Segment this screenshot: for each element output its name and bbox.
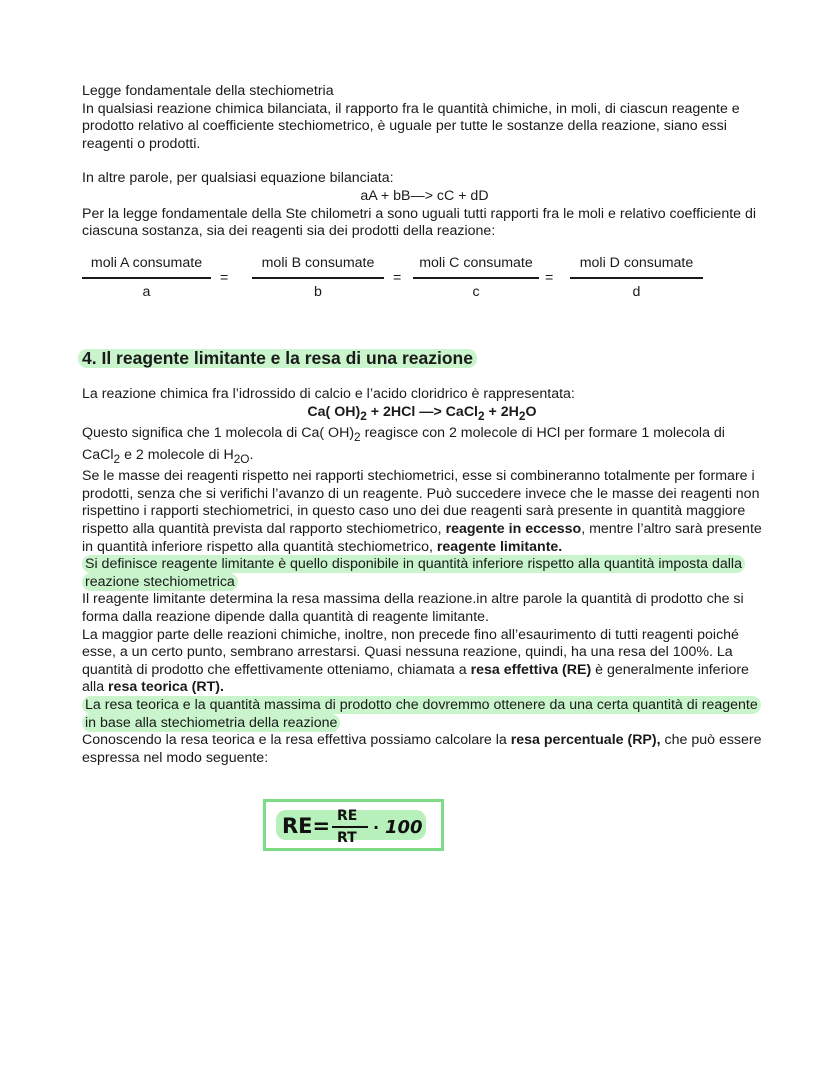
term-resa-percentuale: resa percentuale (RP),: [510, 732, 661, 749]
term-reagente-limitante: reagente limitante.: [436, 538, 563, 555]
ratio-fraction-d: [570, 255, 703, 302]
ratio-numerator: moli B consumate: [261, 254, 375, 271]
equals-sign: =: [220, 269, 229, 286]
formula-numerator: RE: [337, 808, 358, 824]
highlight-definition: [82, 556, 762, 591]
ratio-denominator: a: [142, 284, 151, 301]
ratio-fraction-a: [82, 255, 211, 302]
ratio-denominator: c: [472, 284, 480, 301]
intro-paragraph-3: Per la legge fondamentale della Ste chilometri a sono uguali tutti rapporti fra le moli e relativo coefficiente di ciascuna sostanza, sia dei reagenti sia dei prodotti della reazione:: [82, 205, 757, 240]
ratio-numerator: moli A consumate: [90, 254, 203, 271]
section-paragraph-4: Il reagente limitante determina la resa massima della reazione.in altre parole la quantità di prodotto che si forma dalla reazione dipende dalla quantità di reagente limitante.: [82, 591, 744, 625]
fraction-bar: [82, 277, 211, 279]
formula-fraction-bar: [332, 826, 368, 828]
fraction-bar: [252, 277, 384, 279]
handwritten-formula-box: [263, 799, 444, 851]
highlight-resa-teorica: [82, 697, 762, 732]
ratio-fraction-b: [252, 255, 384, 302]
ratio-numerator: moli C consumate: [419, 254, 533, 271]
general-equation: aA + bB—> cC + dD: [360, 187, 489, 204]
fraction-bar: [413, 277, 539, 279]
formula-multiply-dot: ·: [373, 818, 380, 837]
ratio-denominator: d: [632, 284, 641, 301]
intro-paragraph-2: In altre parole, per qualsiasi equazione bilanciata:: [82, 170, 394, 187]
document-page: [82, 83, 762, 767]
section-paragraph-3: Se le masse dei reagenti rispetto nei rapporti stechiometrici, esse si combineranno totalmente per formare i prodotti, senza che si verifichi l’avanzo di un reagente. Può succedere invece che le masse dei reagenti non rispettino i rapporti stechiometrici, in questo caso uno dei due reagenti sarà presente in quantità maggiore rispetto alla quantità prevista dal rapporto stechiometrico, reagente in eccesso, mentre l’altro sarà presente in quantità inferiore rispetto alla quantità stechiometrico, reagente limitante.: [82, 468, 762, 555]
formula-factor: 100: [385, 817, 423, 838]
section-paragraph-2: Questo significa che 1 molecola di Ca( $OH)_2$ reagisce con 2 molecole di HCl per formare 1 molecola di CaCl$_2$ e 2 molecole di $H_{2O}$.: [82, 425, 725, 466]
ratio-fraction-c: [413, 255, 539, 302]
reaction-equation: Ca( $OH)_2 + 2HCl$ —> CaCl$_2$ + $2H_2O$: [307, 403, 537, 423]
ratio-numerator: moli D consumate: [579, 254, 694, 271]
section-paragraph: La reazione chimica fra l’idrossido di calcio e l’acido cloridrico è rappresentata:: [82, 386, 575, 403]
term-resa-effettiva: resa effettiva (RE): [470, 661, 592, 678]
term-reagente-in-eccesso: reagente in eccesso: [445, 520, 582, 537]
equals-sign: =: [545, 269, 554, 286]
section-heading: 4. Il reagente limitante e la resa di una reazione: [78, 349, 477, 369]
highlighted-text: Si definisce reagente limitante è quello disponibile in quantità inferiore rispetto alla quantità imposta dalla reazione stechiometrica: [82, 555, 745, 591]
ratio-denominator: b: [314, 284, 322, 301]
section-paragraph-6: Conoscendo la resa teorica e la resa effettiva possiamo calcolare la resa percentuale (RP), che può essere espressa nel modo seguente:: [82, 732, 762, 766]
fraction-bar: [570, 277, 703, 279]
formula-denominator: RT: [337, 830, 357, 846]
term-resa-teorica: resa teorica (RT).: [108, 679, 224, 696]
mole-ratio-equality: [82, 255, 762, 315]
section-paragraph-5: La maggior parte delle reazioni chimiche, inoltre, non precede fino all’esaurimento di tutti reagenti poiché esse, a un certo punto, sembrano arrestarsi. Quasi nessuna reazione, quindi, ha una resa del 100%. La quantità di prodotto che effettivamente otteniamo, chiamata a resa effettiva (RE) è generalmente inferiore alla resa teorica (RT).: [82, 626, 749, 696]
highlighted-text: La resa teorica e la quantità massima di prodotto che dovremmo ottenere da una certa quantità di reagente in base alla stechiometria della reazione: [82, 696, 761, 732]
equals-sign: =: [393, 269, 402, 286]
intro-paragraph: In qualsiasi reazione chimica bilanciata, il rapporto fra le quantità chimiche, in moli, di ciascun reagente e prodotto relativo al coefficiente stechiometrico, è uguale per tutte le sostanze della reazione, siano essi reagenti o prodotti.: [82, 100, 740, 152]
intro-title: Legge fondamentale della stechiometria: [82, 83, 334, 99]
formula-lhs: RE=: [282, 814, 331, 838]
